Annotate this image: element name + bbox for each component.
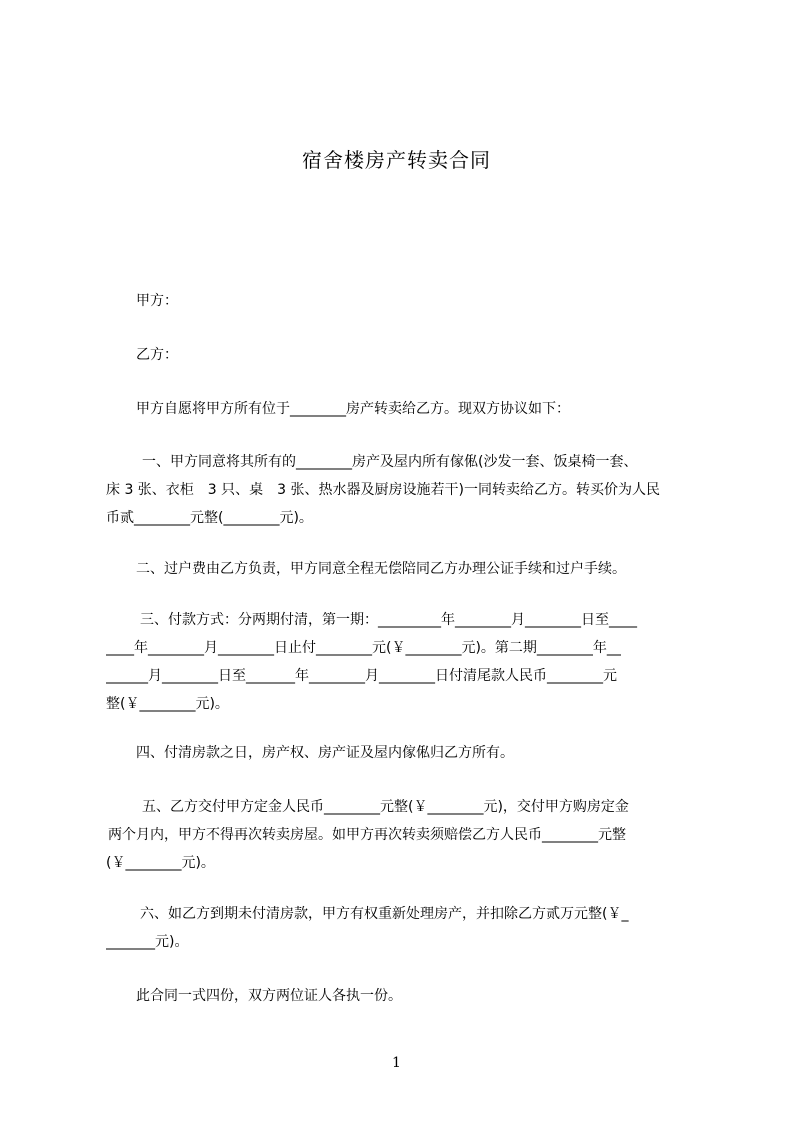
clause-2-text: 二、过户费由乙方负责，甲方同意全程无偿陪同乙方办理公证手续和过户手续。 [136, 561, 626, 577]
clause-3-line: ____年________月________日止付________元(￥________元)。第二期________年__ [106, 640, 621, 656]
clause-3-line: 三、付款方式：分两期付清，第一期：_________年________月________日至____ [140, 612, 637, 628]
party-a-label: 甲方： [136, 293, 178, 309]
clause-5-line: 五、乙方交付甲方定金人民币________元整(￥________元)，交付甲方购房定金 [142, 799, 629, 815]
party-a-line [106, 287, 696, 315]
clause-1-line: 床 3 张、衣柜 3 只、桌 3 张、热水器及厨房设施若干)一同转卖给乙方。转买价为人民 [106, 482, 660, 498]
clause-5-line: (￥________元)。 [106, 855, 215, 871]
closing-text: 此合同一式四份，双方两位证人各执一份。 [136, 988, 402, 1004]
clause-6-line: 六、如乙方到期未付清房款，甲方有权重新处理房产，并扣除乙方贰万元整(￥_ [140, 906, 629, 922]
intro-text: 甲方自愿将甲方所有位于________房产转卖给乙方。现双方协议如下： [136, 401, 570, 417]
party-b-line [106, 341, 696, 369]
clause-6-line: _______元)。 [106, 934, 189, 950]
clause-6 [106, 900, 696, 956]
clause-5 [106, 793, 696, 877]
intro-paragraph [106, 395, 696, 423]
clause-4-text: 四、付清房款之日，房产权、房产证及屋内傢俬归乙方所有。 [136, 745, 514, 761]
clause-2 [106, 555, 696, 583]
page-number: 1 [392, 1055, 401, 1071]
clause-3 [106, 606, 696, 718]
clause-1-line: 一、甲方同意将其所有的________房产及屋内所有傢俬(沙发一套、饭桌椅一套、 [142, 454, 638, 470]
closing-paragraph [106, 982, 696, 1010]
clause-1 [106, 448, 696, 532]
clause-1-line: 币贰________元整(________元)。 [106, 510, 313, 526]
clause-3-line: 整(￥________元)。 [106, 696, 229, 712]
document-title: 宿舍楼房产转卖合同 [302, 148, 491, 172]
clause-5-line: 两个月内，甲方不得再次转卖房屋。如甲方再次转卖须赔偿乙方人民币________元整 [108, 827, 626, 843]
party-b-label: 乙方： [136, 347, 178, 363]
clause-4 [106, 739, 696, 767]
clause-3-line: ______月________日至_______年________月________日付清尾款人民币________元 [106, 668, 617, 684]
